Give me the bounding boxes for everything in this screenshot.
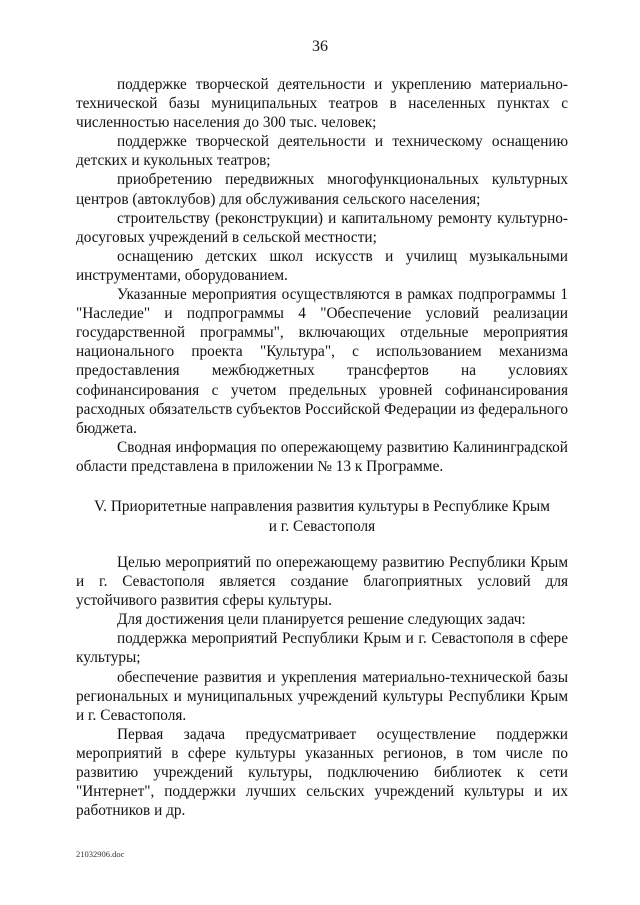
page-number: 36 [312, 38, 328, 55]
paragraph: Для достижения цели планируется решение следующих задач: [117, 611, 526, 629]
paragraph: обеспечение развития и укрепления материально-технической базы региональных и муниципальных учреждений культуры Республики Крым и г. Севастополя. [76, 668, 568, 724]
body-text [76, 75, 568, 476]
paragraph: строительству (реконструкции) и капитальному ремонту культурно-досуговых учреждений в сельской местности; [76, 209, 568, 246]
paragraph: Целью мероприятий по опережающему развитию Республики Крым и г. Севастополя является создание благоприятных условий для устойчивого развития сферы культуры. [76, 554, 568, 610]
paragraph: Указанные мероприятия осуществляются в рамках подпрограммы 1 "Наследие" и подпрограммы 4 "Обеспечение условий реализации государственной программы", включающих отдельные мероприятия национального проекта "Культура", с использованием механизма предоставления межбюджетных трансфертов на условиях софинансирования с учетом предельных уровней софинансирования расходных обязательств субъектов Российской Федерации из федерального бюджета. [76, 286, 568, 437]
paragraph: Сводная информация по опережающему развитию Калининградской области представлена в приложении № 13 к Программе. [76, 438, 568, 475]
paragraph: Первая задача предусматривает осуществление поддержки мероприятий в сфере культуры указанных регионов, в том числе по развитию учреждений культуры, подключению библиотек к сети "Интернет", поддержки лучших сельских учреждений культуры и их работников и др. [76, 725, 568, 820]
paragraph: приобретению передвижных многофункциональных культурных центров (автоклубов) для обслуживания сельского населения; [76, 171, 568, 208]
section-heading-line: и г. Севастополя [268, 517, 376, 535]
section-text [76, 553, 568, 820]
paragraph: поддержке творческой деятельности и техническому оснащению детских и кукольных театров; [76, 133, 568, 170]
section-heading [76, 497, 568, 536]
paragraph: поддержка мероприятий Республики Крым и г. Севастополя в сфере культуры; [76, 630, 568, 667]
footer-filename: 21032906.doc [76, 849, 125, 859]
paragraph: поддержке творческой деятельности и укреплению материально-технической базы муниципальных театров в населенных пунктах с численностью населения до 300 тыс. человек; [76, 76, 568, 132]
paragraph: оснащению детских школ искусств и училищ музыкальными инструментами, оборудованием. [76, 247, 568, 284]
section-heading-line: V. Приоритетные направления развития культуры в Республике Крым [94, 498, 550, 515]
